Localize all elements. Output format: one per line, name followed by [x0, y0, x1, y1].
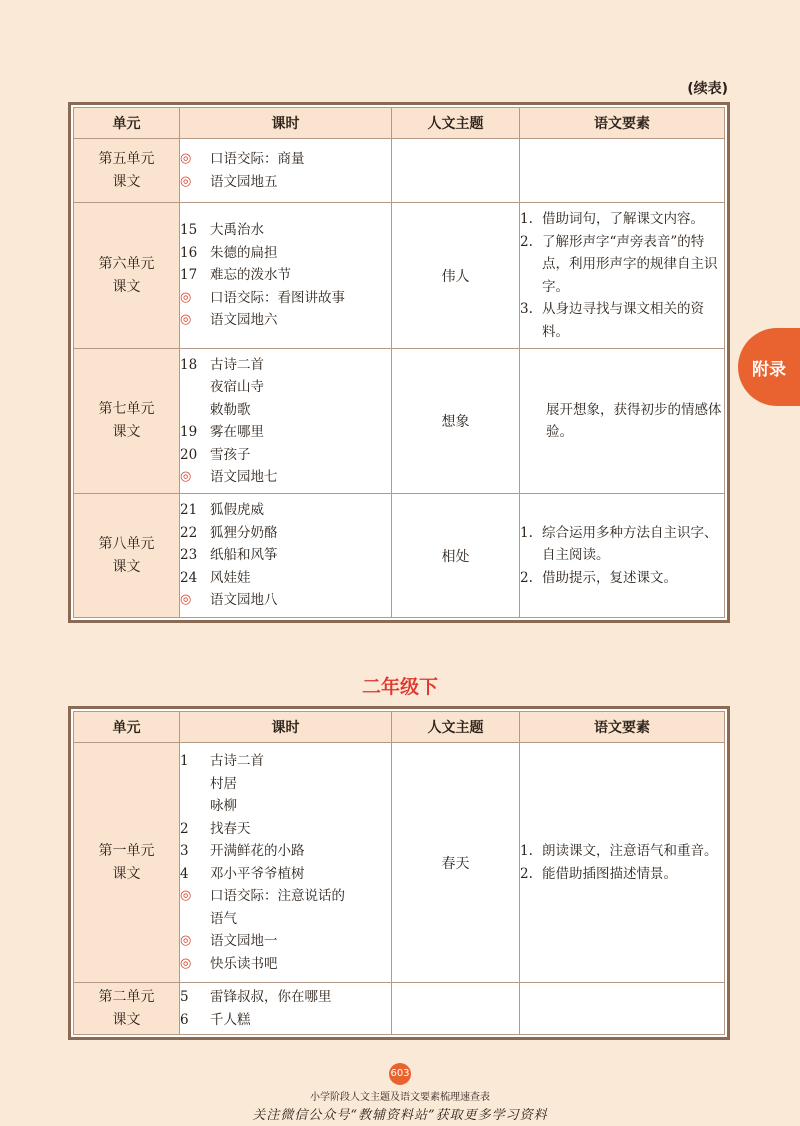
- requirement-item: [520, 231, 724, 299]
- theme-cell: 春天: [392, 743, 520, 983]
- lesson-item: [180, 499, 391, 522]
- lesson-title: 狐狸分奶酪: [210, 524, 278, 541]
- lesson-title: 语文园地五: [210, 173, 278, 190]
- lesson-item: [180, 773, 391, 796]
- lesson-title: 古诗二首: [210, 356, 264, 373]
- lesson-title: 邓小平爷爷植树: [210, 865, 305, 882]
- unit-label: 课文: [112, 558, 141, 575]
- lesson-item: [180, 148, 391, 171]
- continued-label: (续表): [687, 81, 728, 97]
- lesson-number: [180, 376, 210, 399]
- unit-cell: [74, 349, 180, 494]
- lessons-cell: [180, 494, 392, 618]
- requirement-number: 2.: [520, 569, 533, 586]
- lesson-title: 口语交际：商量: [210, 151, 305, 167]
- requirement-number: 1.: [520, 843, 533, 859]
- table-second-grade: [68, 706, 730, 1040]
- table-row: [74, 203, 725, 349]
- requirement-text: 能借助插图描述情景。: [542, 865, 677, 882]
- unit-cell: [74, 203, 180, 349]
- lesson-number: 15: [180, 222, 198, 239]
- lesson-number: 6: [180, 1011, 189, 1028]
- requirements-cell: [520, 743, 725, 983]
- bullseye-icon: ◎: [180, 312, 192, 328]
- header-requirements: 语文要素: [520, 712, 725, 743]
- lesson-item: [180, 171, 391, 194]
- lesson-number: 21: [180, 502, 198, 519]
- lessons-cell: [180, 203, 392, 349]
- lesson-item: [180, 544, 391, 567]
- lesson-item: [180, 863, 391, 886]
- lesson-item: [180, 908, 391, 931]
- lesson-title: 语文园地六: [210, 312, 278, 329]
- footer-title: 小学阶段人文主题及语文要素梳理速查表: [310, 1092, 490, 1103]
- bullseye-icon: ◎: [180, 289, 192, 305]
- unit-label: 第六单元: [98, 255, 155, 272]
- lesson-item: [180, 986, 391, 1009]
- requirement-item: [520, 399, 724, 444]
- bullseye-icon: ◎: [180, 151, 192, 166]
- table-first-grade-continued: [68, 102, 730, 623]
- lesson-number: 20: [180, 446, 198, 463]
- lesson-number: 23: [180, 547, 198, 564]
- lesson-item: [180, 376, 391, 399]
- theme-cell: 相处: [392, 494, 520, 618]
- bullseye-icon: ◎: [180, 592, 192, 608]
- lesson-title: 语文园地一: [210, 933, 278, 949]
- unit-label: 课文: [112, 424, 141, 440]
- lesson-title: 咏柳: [210, 798, 237, 814]
- table-row: [74, 983, 725, 1035]
- unit-label: 课文: [112, 278, 141, 295]
- unit-label: 第五单元: [98, 150, 155, 167]
- lesson-item: [180, 399, 391, 422]
- requirement-item: [520, 208, 724, 231]
- unit-cell: [74, 494, 180, 618]
- requirements-cell: [520, 983, 725, 1035]
- lesson-item: [180, 264, 391, 287]
- bullseye-icon: ◎: [180, 888, 192, 903]
- unit-label: 第二单元: [98, 988, 155, 1005]
- requirement-item: [520, 567, 724, 590]
- requirement-text: 朗读课文，注意语气和重音。: [542, 843, 718, 859]
- lesson-title: 口语交际：看图讲故事: [210, 289, 345, 306]
- lesson-title: 千人糕: [210, 1011, 251, 1028]
- lesson-number: 5: [180, 989, 189, 1005]
- requirement-number: 3.: [520, 301, 533, 317]
- lesson-item: [180, 885, 391, 908]
- header-lessons: 课时: [180, 712, 392, 743]
- curriculum-table-2: [73, 711, 725, 1035]
- lesson-number: [180, 399, 210, 422]
- bullseye-icon: ◎: [180, 469, 192, 484]
- lesson-item: [180, 287, 391, 310]
- lesson-item: [180, 840, 391, 863]
- lesson-title: 开满鲜花的小路: [210, 843, 305, 859]
- lesson-title: 雪孩子: [210, 446, 251, 463]
- lesson-title: 狐假虎威: [210, 502, 264, 519]
- lesson-item: [180, 354, 391, 377]
- lesson-item: [180, 309, 391, 332]
- lesson-title: 找春天: [210, 820, 251, 837]
- lesson-number: [180, 795, 210, 818]
- lesson-item: [180, 421, 391, 444]
- unit-label: 课文: [112, 1011, 141, 1028]
- lesson-number: 1: [180, 753, 189, 769]
- requirement-number: 2.: [520, 233, 533, 250]
- requirement-text: 展开想象，获得初步的情感体验。: [546, 401, 722, 440]
- lessons-cell: [180, 349, 392, 494]
- lesson-number: [180, 908, 210, 931]
- requirements-cell: [520, 139, 725, 203]
- lesson-item: [180, 589, 391, 612]
- requirement-item: [520, 298, 724, 343]
- unit-label: 课文: [112, 865, 141, 882]
- unit-label: 第七单元: [98, 401, 155, 417]
- theme-cell: 伟人: [392, 203, 520, 349]
- lesson-title: 口语交际：注意说话的: [210, 888, 345, 904]
- lesson-title: 语文园地七: [210, 469, 278, 485]
- lesson-number: 19: [180, 424, 198, 440]
- requirement-item: [520, 840, 724, 863]
- lesson-title: 大禹治水: [210, 222, 264, 239]
- unit-cell: [74, 983, 180, 1035]
- lesson-item: [180, 795, 391, 818]
- lesson-item: [180, 953, 391, 976]
- requirement-number: 1.: [520, 211, 533, 227]
- lesson-title: 难忘的泼水节: [210, 267, 291, 284]
- lessons-cell: [180, 743, 392, 983]
- lesson-item: [180, 818, 391, 841]
- lessons-cell: [180, 139, 392, 203]
- unit-label: 课文: [112, 173, 141, 190]
- lesson-number: 3: [180, 843, 189, 859]
- lesson-number: 17: [180, 267, 198, 284]
- requirement-number: 2.: [520, 865, 533, 882]
- requirement-text: 借助词句，了解课文内容。: [542, 211, 704, 227]
- lesson-title: 朱德的扁担: [210, 244, 278, 261]
- bullseye-icon: ◎: [180, 933, 192, 948]
- curriculum-table-1: [73, 107, 725, 618]
- lesson-item: [180, 466, 391, 489]
- lesson-title: 敕勒歌: [210, 401, 251, 418]
- lesson-title: 雾在哪里: [210, 424, 264, 440]
- lesson-title: 语气: [210, 910, 237, 927]
- lesson-title: 风娃娃: [210, 569, 251, 586]
- header-theme: 人文主题: [392, 108, 520, 139]
- requirement-text: 从身边寻找与课文相关的资料。: [542, 301, 704, 340]
- requirements-cell: [520, 349, 725, 494]
- page-number: 603: [389, 1063, 411, 1085]
- lesson-number: 16: [180, 244, 198, 261]
- lesson-title: 语文园地八: [210, 592, 278, 609]
- table-row: [74, 743, 725, 983]
- lesson-title: 村居: [210, 775, 237, 792]
- lesson-number: 22: [180, 524, 198, 541]
- requirements-cell: [520, 494, 725, 618]
- theme-cell: [392, 139, 520, 203]
- requirement-text: 综合运用多种方法自主识字、自主阅读。: [542, 524, 718, 564]
- header-unit: 单元: [74, 712, 180, 743]
- lesson-title: 雷锋叔叔，你在哪里: [210, 989, 332, 1005]
- lesson-item: [180, 522, 391, 545]
- requirement-item: [520, 863, 724, 886]
- requirement-text: 了解形声字“声旁表音”的特点，利用形声字的规律自主识字。: [542, 233, 718, 295]
- lesson-title: 古诗二首: [210, 753, 264, 769]
- table-row: [74, 494, 725, 618]
- theme-cell: [392, 983, 520, 1035]
- lesson-item: [180, 444, 391, 467]
- requirement-text: 借助提示，复述课文。: [542, 569, 677, 586]
- lesson-number: 4: [180, 865, 189, 882]
- header-requirements: 语文要素: [520, 108, 725, 139]
- lessons-cell: [180, 983, 392, 1035]
- lesson-item: [180, 242, 391, 265]
- lesson-item: [180, 567, 391, 590]
- lesson-title: 快乐读书吧: [210, 955, 278, 972]
- bullseye-icon: ◎: [180, 955, 192, 971]
- requirement-item: [520, 522, 724, 567]
- unit-label: 第一单元: [98, 842, 155, 859]
- promo-text: 关注微信公众号“教辅资料站”获取更多学习资料: [252, 1108, 548, 1123]
- lesson-number: [180, 773, 210, 796]
- requirement-number: 1.: [520, 524, 533, 541]
- lesson-item: [180, 1009, 391, 1032]
- theme-cell: 想象: [392, 349, 520, 494]
- grade-title: 二年级下: [361, 676, 438, 698]
- lesson-number: 18: [180, 356, 198, 373]
- lesson-item: [180, 750, 391, 773]
- unit-cell: [74, 139, 180, 203]
- lesson-item: [180, 219, 391, 242]
- lesson-item: [180, 930, 391, 953]
- bullseye-icon: ◎: [180, 173, 192, 189]
- lesson-number: 24: [180, 569, 198, 586]
- requirements-cell: [520, 203, 725, 349]
- unit-cell: [74, 743, 180, 983]
- lesson-title: 夜宿山寺: [210, 379, 264, 395]
- appendix-side-tab[interactable]: 附录: [738, 328, 800, 406]
- header-lessons: 课时: [180, 108, 392, 139]
- lesson-number: 2: [180, 820, 189, 837]
- lesson-title: 纸船和风筝: [210, 547, 278, 564]
- header-unit: 单元: [74, 108, 180, 139]
- unit-label: 第八单元: [98, 535, 155, 552]
- table-row: [74, 349, 725, 494]
- table-row: [74, 139, 725, 203]
- header-theme: 人文主题: [392, 712, 520, 743]
